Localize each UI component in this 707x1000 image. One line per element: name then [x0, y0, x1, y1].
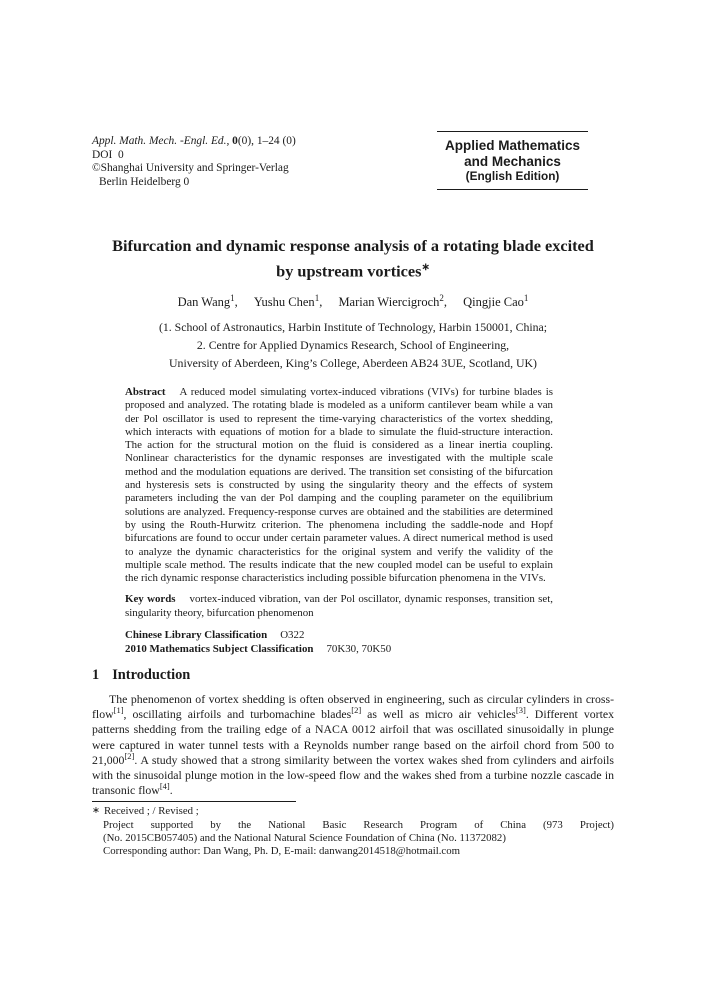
- volume: 0: [232, 135, 238, 147]
- author-affiliation-mark: 1: [314, 293, 320, 303]
- reference-mark: [2]: [351, 705, 362, 716]
- intro-text: . Different vortex patterns shedding from the trailing edge of a NACA 0012 airfoil that was oscillated sinusoidally in plunge were captured in water tunnel tests with a Reynolds number range based on the airfoil chord from 500 to 21,000: [92, 707, 614, 767]
- affiliation-line2: 2. Centre for Applied Dynamics Research, School of Engineering,: [196, 338, 510, 352]
- author-affiliation-mark: 1: [523, 293, 529, 303]
- author: [254, 295, 322, 309]
- title-line1: Bifurcation and dynamic response analysis of a rotating blade excited: [112, 236, 594, 255]
- authors-row: [92, 293, 614, 310]
- footnote-body: [103, 819, 614, 858]
- copyright-line2: Berlin Heidelberg 0: [99, 176, 190, 189]
- author-affiliation-mark: 2: [439, 293, 444, 303]
- classification-value: 70K30, 70K50: [326, 643, 392, 656]
- journal-name-line2: and Mechanics: [464, 153, 561, 169]
- reference-mark: [1]: [113, 705, 124, 716]
- footnote-project-line2: (No. 2015CB057405) and the National Natural Science Foundation of China (No. 11372082): [103, 832, 506, 845]
- author: [178, 295, 238, 309]
- section-heading: [92, 667, 614, 684]
- journal-abbrev: Appl. Math. Mech. -Engl. Ed.,: [92, 135, 233, 147]
- author-separator: ,: [443, 295, 448, 310]
- journal-edition: (English Edition): [465, 169, 560, 183]
- journal-name-line1: Applied Mathematics: [444, 138, 581, 153]
- reference-mark: [3]: [515, 705, 526, 716]
- author-name: Dan Wang: [177, 295, 231, 310]
- classification-line: [125, 642, 553, 656]
- footnote-project-line1: Project supported by the National Basic Research Program of China (973 Project): [103, 819, 614, 832]
- citation-line: [92, 135, 422, 149]
- classification-block: [125, 628, 553, 656]
- intro-text: as well as micro air vehicles: [361, 707, 516, 722]
- footnote-asterisk-mark: ∗: [92, 806, 100, 817]
- author: [463, 295, 528, 309]
- footnote-received-line: [92, 805, 614, 819]
- classification-label: Chinese Library Classification: [125, 629, 268, 642]
- title-line2-text: by upstream vortices: [276, 260, 422, 280]
- author-separator: ,: [234, 295, 238, 310]
- intro-text: .: [169, 783, 173, 798]
- footnote-received: Received ; / Revised ;: [103, 805, 199, 818]
- journal-citation-block: [92, 135, 422, 190]
- keywords-label: Key words: [125, 593, 176, 606]
- abstract-block: [125, 386, 553, 585]
- author-name: Qingjie Cao: [463, 295, 524, 310]
- classification-label: 2010 Mathematics Subject Classification: [125, 643, 314, 656]
- author-separator: ,: [319, 295, 323, 310]
- section-title: Introduction: [112, 667, 191, 684]
- issue-pages: (0), 1–24 (0): [237, 135, 296, 147]
- title-line2: [92, 257, 614, 282]
- footnote-rule: [92, 801, 296, 802]
- intro-paragraph: [92, 692, 614, 798]
- affiliation-line3: University of Aberdeen, King’s College, Aberdeen AB24 3UE, Scotland, UK): [169, 356, 537, 370]
- reference-mark: [2]: [124, 750, 135, 761]
- affiliation-line1: (1. School of Astronautics, Harbin Institute of Technology, Harbin 150001, China;: [158, 320, 548, 334]
- author: [338, 295, 447, 309]
- keywords-text: vortex-induced vibration, van der Pol oscillator, dynamic responses, transition set, singularity theory, bifurcation phenomenon: [125, 593, 553, 619]
- footnote-block: [92, 801, 614, 858]
- affiliations: [92, 318, 614, 372]
- journal-box: [437, 131, 588, 190]
- classification-line: [125, 628, 553, 642]
- author-name: Yushu Chen: [253, 295, 315, 310]
- main-column: [92, 386, 614, 858]
- classification-value: O322: [280, 629, 305, 642]
- reference-mark: [4]: [159, 781, 170, 792]
- paper-title: [92, 235, 614, 281]
- abstract-text: A reduced model simulating vortex-induced vibrations (VIVs) for turbine blades is proposed and analyzed. The rotating blade is modeled as a uniform cantilever beam while a van der Pol oscillator is used to represent the time-varying characteristics of the vortex shedding, which interacts with equations of motion for a blade to simulate the fluid-structure interaction. The action for the structural motion on the fluid is considered as a linear inertia coupling. Nonlinear characteristics for the dynamic responses are investigated with the multiple scale method and the modulation equations are derived. The transition set consisting of the bifurcation and hysteresis sets is constructed by using the singularity theory and the effects of system parameters including the van der Pol damping and the coupling parameter on the equilibrium solutions are analyzed. Frequency-response curves are obtained and the stabilities are determined by using the Routh-Hurwitz criterion. The phenomena including the saddle-node and Hopf bifurcations are found to occur under certain parameter values. A direct numerical method is used to analyze the dynamic characteristics for the original system and verify the validity of the multiple scale method. The results indicate that the new coupled model can be useful to explain the rich dynamic response characteristics including possible bifurcation phenomena in the VIVs.: [125, 386, 553, 585]
- author-name: Marian Wiercigroch: [338, 295, 440, 310]
- author-affiliation-mark: 1: [230, 293, 235, 303]
- footnote-corresponding: Corresponding author: Dan Wang, Ph. D, E-mail: danwang2014518@hotmail.com: [103, 845, 461, 858]
- title-footnote-mark: ∗: [421, 261, 430, 273]
- doi-line: DOI 0: [92, 148, 124, 161]
- intro-text: , oscillating airfoils and turbomachine blades: [123, 707, 352, 722]
- copyright-line: ©Shanghai University and Springer-Verlag: [92, 162, 289, 175]
- abstract-label: Abstract: [125, 386, 166, 398]
- section-number: 1: [92, 667, 100, 684]
- intro-text: . A study showed that a strong similarity between the vortex wakes shed from cylinders and airfoils with the sinusoidal plunge motion in the low-speed flow and the wakes shed from a turbine nozzle cascade in transonic flow: [92, 752, 614, 798]
- keywords-block: [125, 593, 553, 620]
- intro-text: The phenomenon of vortex shedding is often observed in engineering, such as circular cylinders in cross-flow: [92, 692, 614, 722]
